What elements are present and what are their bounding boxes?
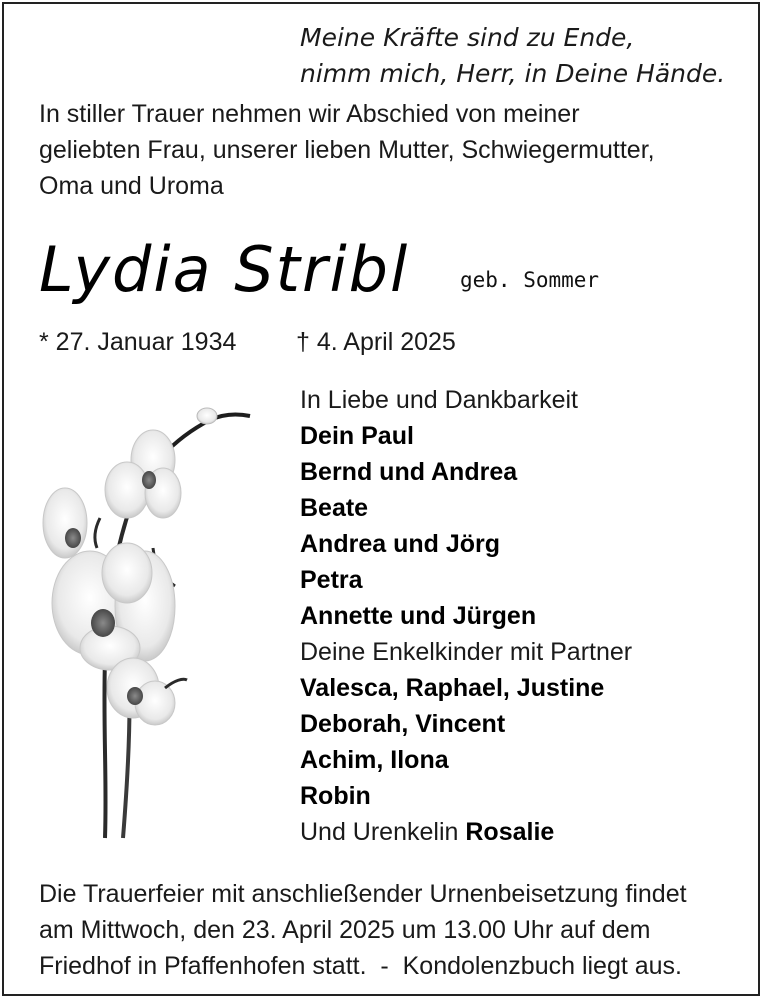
grandchild-name: Achim, Ilona [300, 746, 449, 774]
signer-name: Bernd und Andrea [300, 458, 518, 486]
maiden-name: geb. Sommer [460, 268, 600, 292]
funeral-info [39, 876, 744, 984]
deceased-name: Lydia Stribl [39, 233, 410, 306]
signer-name: Dein Paul [300, 422, 414, 450]
intro-line: Oma und Uroma [39, 172, 224, 200]
signers-intro: In Liebe und Dankbarkeit [300, 386, 578, 414]
verse-line: Meine Kräfte sind zu Ende, [300, 23, 635, 52]
death-date: † 4. April 2025 [296, 328, 456, 356]
life-dates [39, 324, 456, 360]
signer-name: Beate [300, 494, 369, 522]
grandchild-name: Valesca, Raphael, Justine [300, 674, 605, 702]
grandchild-name: Robin [300, 782, 371, 810]
verse-line: nimm mich, Herr, in Deine Hände. [300, 59, 726, 88]
signer-name: Andrea und Jörg [300, 530, 501, 558]
signer-name: Petra [300, 566, 363, 594]
great-grandchild-label: Und Urenkelin [300, 818, 459, 846]
verse [300, 20, 725, 92]
intro-line: geliebten Frau, unserer lieben Mutter, Schwiegermutter, [39, 136, 655, 164]
intro-line: In stiller Trauer nehmen wir Abschied von meiner [39, 100, 580, 128]
birth-date: * 27. Januar 1934 [39, 328, 237, 356]
signers-list [300, 382, 632, 850]
funeral-info-line: am Mittwoch, den 23. April 2025 um 13.00 Uhr auf dem [39, 916, 651, 944]
funeral-info-line: Friedhof in Pfaffenhofen statt. - Kondolenzbuch liegt aus. [39, 952, 683, 980]
intro-text [39, 96, 739, 204]
grandchild-name: Deborah, Vincent [300, 710, 506, 738]
orchid-icon [35, 398, 260, 840]
funeral-info-line: Die Trauerfeier mit anschließender Urnenbeisetzung findet [39, 880, 687, 908]
signer-name: Annette und Jürgen [300, 602, 537, 630]
great-grandchild-name: Rosalie [465, 818, 555, 846]
grandchildren-label: Deine Enkelkinder mit Partner [300, 638, 633, 666]
great-grandchild-line [300, 814, 632, 850]
deceased-name-row [39, 230, 409, 310]
